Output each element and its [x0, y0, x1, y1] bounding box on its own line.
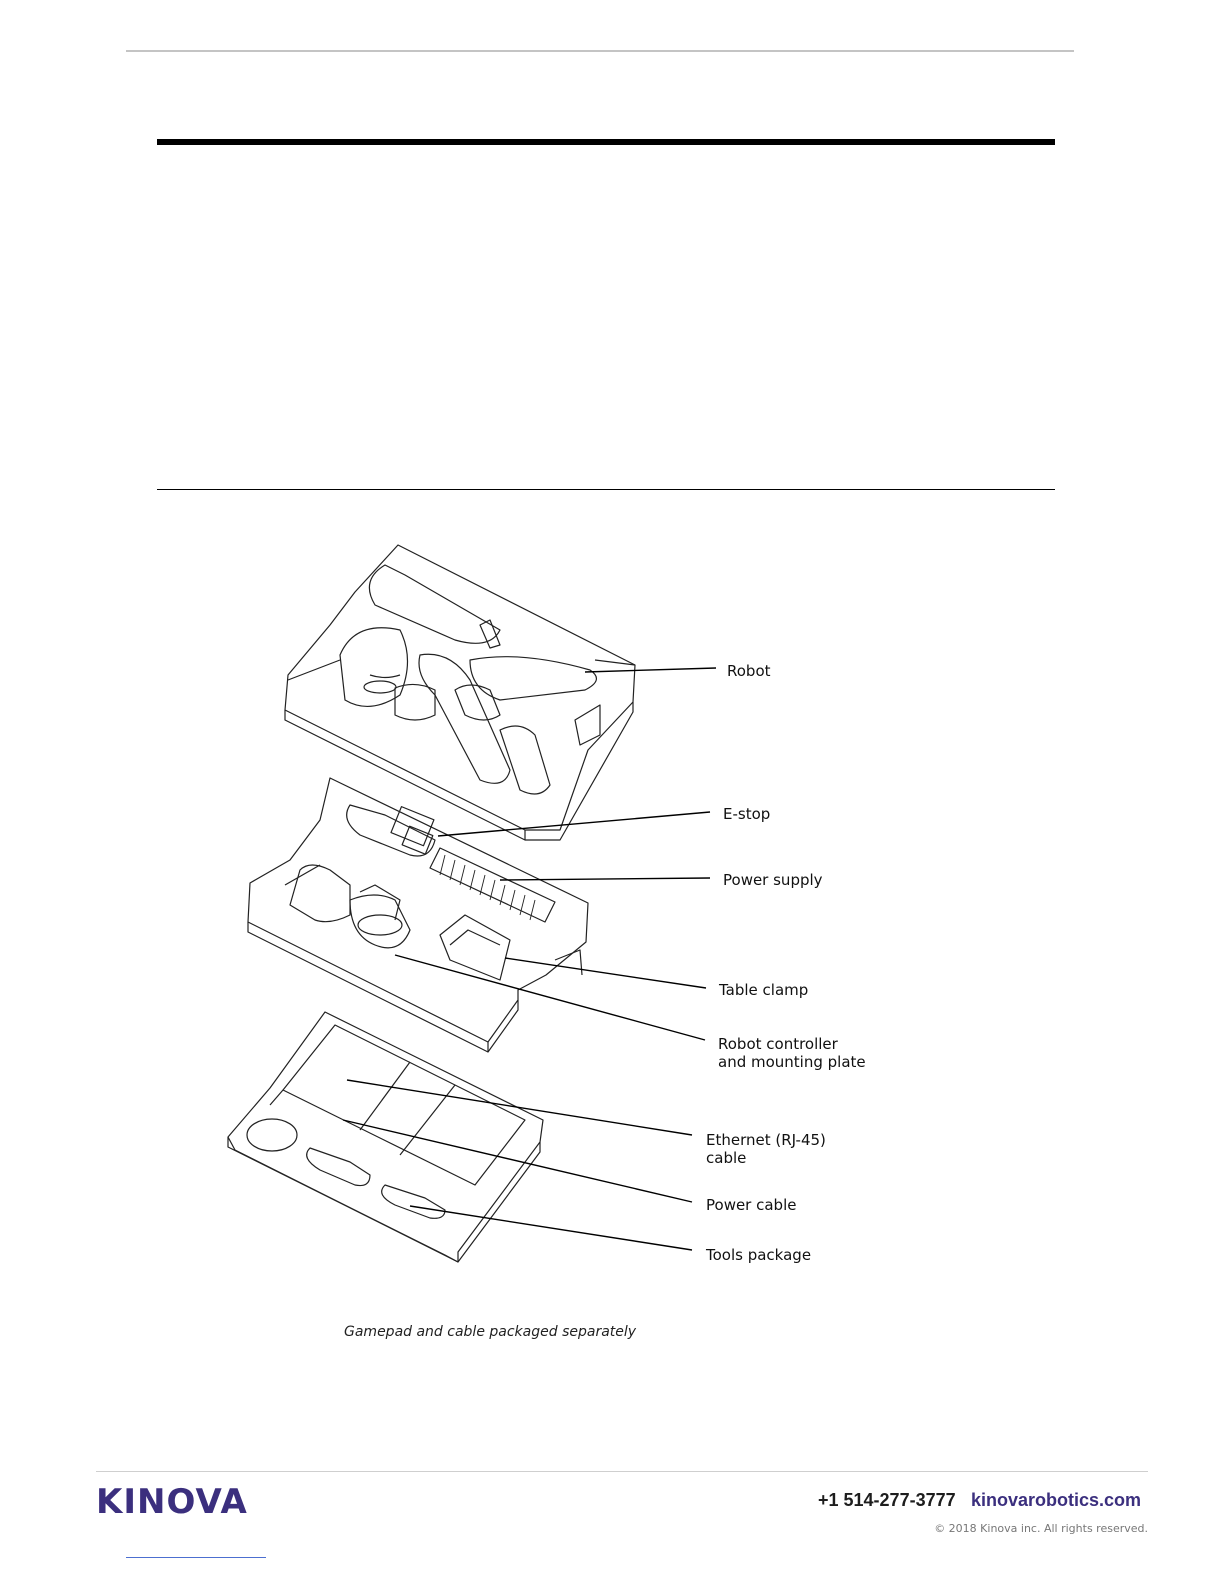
label-table-clamp: Table clamp — [719, 981, 809, 999]
label-robot: Robot — [727, 662, 771, 680]
label-ethernet-cable — [706, 1131, 826, 1167]
footer-website-link[interactable]: kinovarobotics.com — [971, 1490, 1142, 1510]
label-power-supply: Power supply — [723, 871, 823, 889]
figure-caption: Gamepad and cable packaged separately — [344, 1324, 637, 1340]
footer-phone[interactable]: +1 514-277-3777 — [818, 1490, 956, 1510]
label-robot-controller-line2: and mounting plate — [718, 1053, 866, 1071]
label-tools-package: Tools package — [706, 1246, 812, 1264]
robot-tray — [285, 545, 635, 840]
footer-rule — [96, 1471, 1148, 1472]
figure-top-rule — [157, 489, 1055, 490]
packaging-exploded-diagram — [200, 530, 900, 1290]
label-ethernet-line2: cable — [706, 1149, 747, 1167]
top-rule — [126, 50, 1074, 52]
label-estop: E-stop — [723, 805, 771, 823]
controller-tray — [248, 778, 588, 1052]
section-heading-rule — [157, 139, 1055, 145]
accessories-tray — [228, 1012, 543, 1262]
bottom-link-underline[interactable] — [126, 1557, 266, 1558]
footer-copyright: © 2018 Kinova inc. All rights reserved. — [934, 1522, 1148, 1535]
kinova-logo — [96, 1480, 266, 1520]
leader-lines — [343, 668, 716, 1250]
label-ethernet-line1: Ethernet (RJ-45) — [706, 1131, 826, 1149]
label-robot-controller-line1: Robot controller — [718, 1035, 838, 1053]
label-power-cable: Power cable — [706, 1196, 797, 1214]
kinova-logo-text: KINOVA — [96, 1482, 248, 1520]
label-robot-controller — [718, 1035, 866, 1071]
